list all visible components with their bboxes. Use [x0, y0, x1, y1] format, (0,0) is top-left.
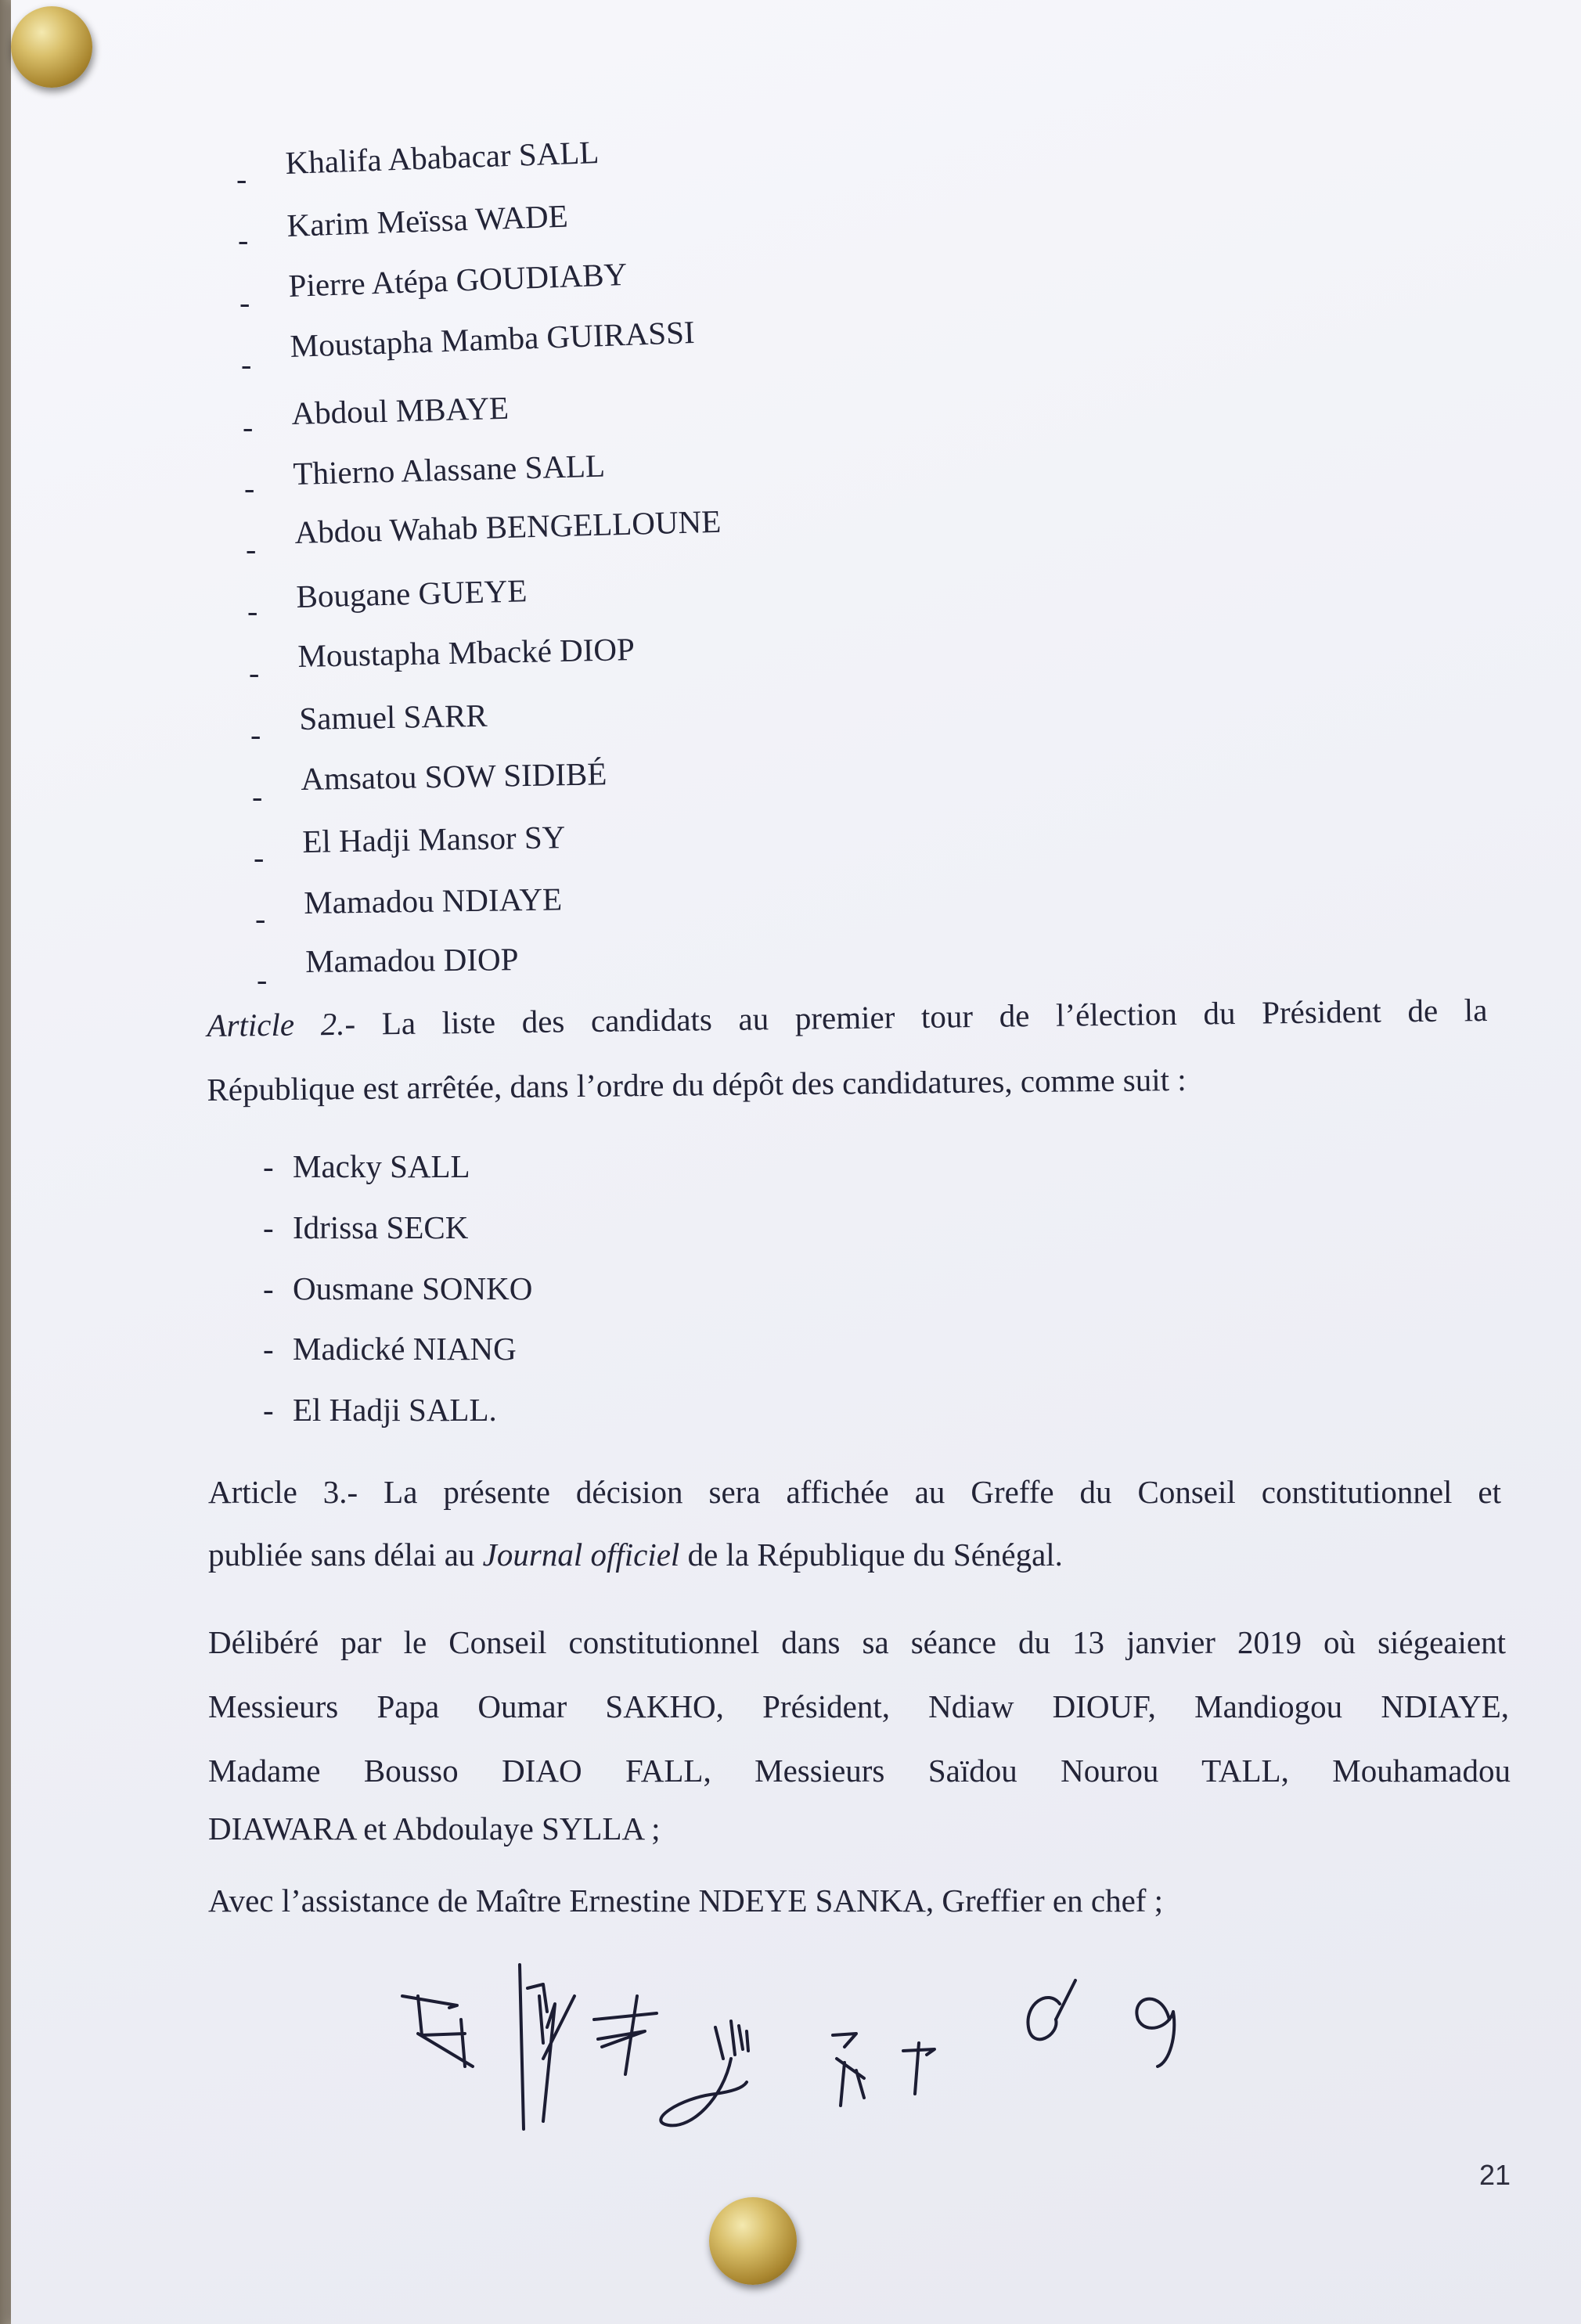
list-item: Karim Meïssa WADE: [286, 197, 569, 243]
list-item: Moustapha Mbacké DIOP: [297, 630, 636, 674]
list-item: Abdou Wahab BENGELLOUNE: [294, 503, 722, 550]
list-item: Thierno Alassane SALL: [292, 447, 606, 492]
signature-7: [1028, 1980, 1075, 2039]
list-marker: -: [243, 409, 254, 445]
list-marker: -: [249, 655, 260, 690]
deliberation-line-3: Madame Bousso DIAO FALL, Messieurs Saïdou Nourou TALL, Mouhamadou: [208, 1753, 1511, 1789]
list-item: Pierre Atépa GOUDIABY: [287, 255, 628, 304]
list-item: Moustapha Mamba GUIRASSI: [289, 313, 696, 364]
deliberation-line-5: Avec l’assistance de Maître Ernestine NDEYE SANKA, Greffier en chef ;: [208, 1883, 1164, 1919]
signature-3: [594, 1996, 657, 2074]
candidate-item: Ousmane SONKO: [293, 1270, 533, 1306]
candidate-item: Madické NIANG: [293, 1331, 517, 1367]
candidate-marker: -: [263, 1148, 274, 1184]
list-marker: -: [250, 717, 261, 752]
thumbtack-bottom-icon: [709, 2197, 797, 2285]
article-3-line-1: Article 3.- La présente décision sera affichée au Greffe du Conseil constitutionnel et: [208, 1474, 1501, 1510]
deliberation-line-2: Messieurs Papa Oumar SAKHO, Président, Ndiaw DIOUF, Mandiogou NDIAYE,: [208, 1688, 1509, 1724]
list-marker: -: [236, 161, 247, 196]
candidate-marker: -: [263, 1209, 274, 1245]
document-page: [11, 0, 1581, 2324]
candidate-item: El Hadji SALL.: [293, 1392, 497, 1428]
article-2-line-1: Article 2.- La liste des candidats au premier tour de l’élection du Président de la: [207, 992, 1488, 1043]
signature-1: [402, 1996, 473, 2066]
candidate-marker: -: [263, 1270, 274, 1306]
list-marker: -: [241, 347, 252, 382]
list-item: Bougane GUEYE: [295, 572, 528, 614]
signature-4: [661, 2021, 748, 2125]
thumbtack-top-icon: [11, 6, 92, 88]
deliberation-line-1: Délibéré par le Conseil constitutionnel dans sa séance du 13 janvier 2019 où siégeaient: [208, 1624, 1506, 1660]
article-2-label: Article 2.-: [207, 1005, 356, 1043]
list-item: Mamadou NDIAYE: [303, 881, 563, 921]
signature-5: [833, 2034, 864, 2106]
signature-8: [1136, 1999, 1174, 2066]
article-3-line-2: publiée sans délai au Journal officiel de la République du Sénégal.: [208, 1537, 1063, 1573]
list-marker: -: [255, 901, 266, 936]
list-item: Abdoul MBAYE: [290, 389, 510, 431]
signature-6: [903, 2043, 935, 2094]
list-item: Samuel SARR: [298, 697, 488, 737]
list-marker: -: [254, 840, 265, 875]
list-marker: -: [247, 593, 258, 629]
deliberation-line-4: DIAWARA et Abdoulaye SYLLA ;: [208, 1811, 661, 1847]
list-marker: -: [244, 470, 255, 506]
signatures: [387, 1949, 1482, 2168]
list-item: Mamadou DIOP: [304, 941, 519, 979]
candidate-item: Idrissa SECK: [293, 1209, 469, 1245]
signature-2: [520, 1965, 574, 2129]
article-2-line-2: République est arrêtée, dans l’ordre du dépôt des candidatures, comme suit :: [207, 1061, 1187, 1108]
list-item: El Hadji Mansor SY: [301, 819, 566, 859]
list-item: Khalifa Ababacar SALL: [284, 134, 600, 181]
journal-officiel-title: Journal officiel: [482, 1537, 680, 1573]
candidate-marker: -: [263, 1331, 274, 1367]
list-item: Amsatou SOW SIDIBÉ: [300, 755, 607, 797]
page-number: 21: [1479, 2159, 1511, 2191]
list-marker: -: [252, 779, 263, 814]
candidate-item: Macky SALL: [293, 1148, 470, 1184]
list-marker: -: [246, 531, 257, 567]
list-marker: -: [257, 962, 268, 997]
candidate-marker: -: [263, 1392, 274, 1428]
list-marker: -: [239, 285, 250, 320]
list-marker: -: [238, 222, 249, 258]
